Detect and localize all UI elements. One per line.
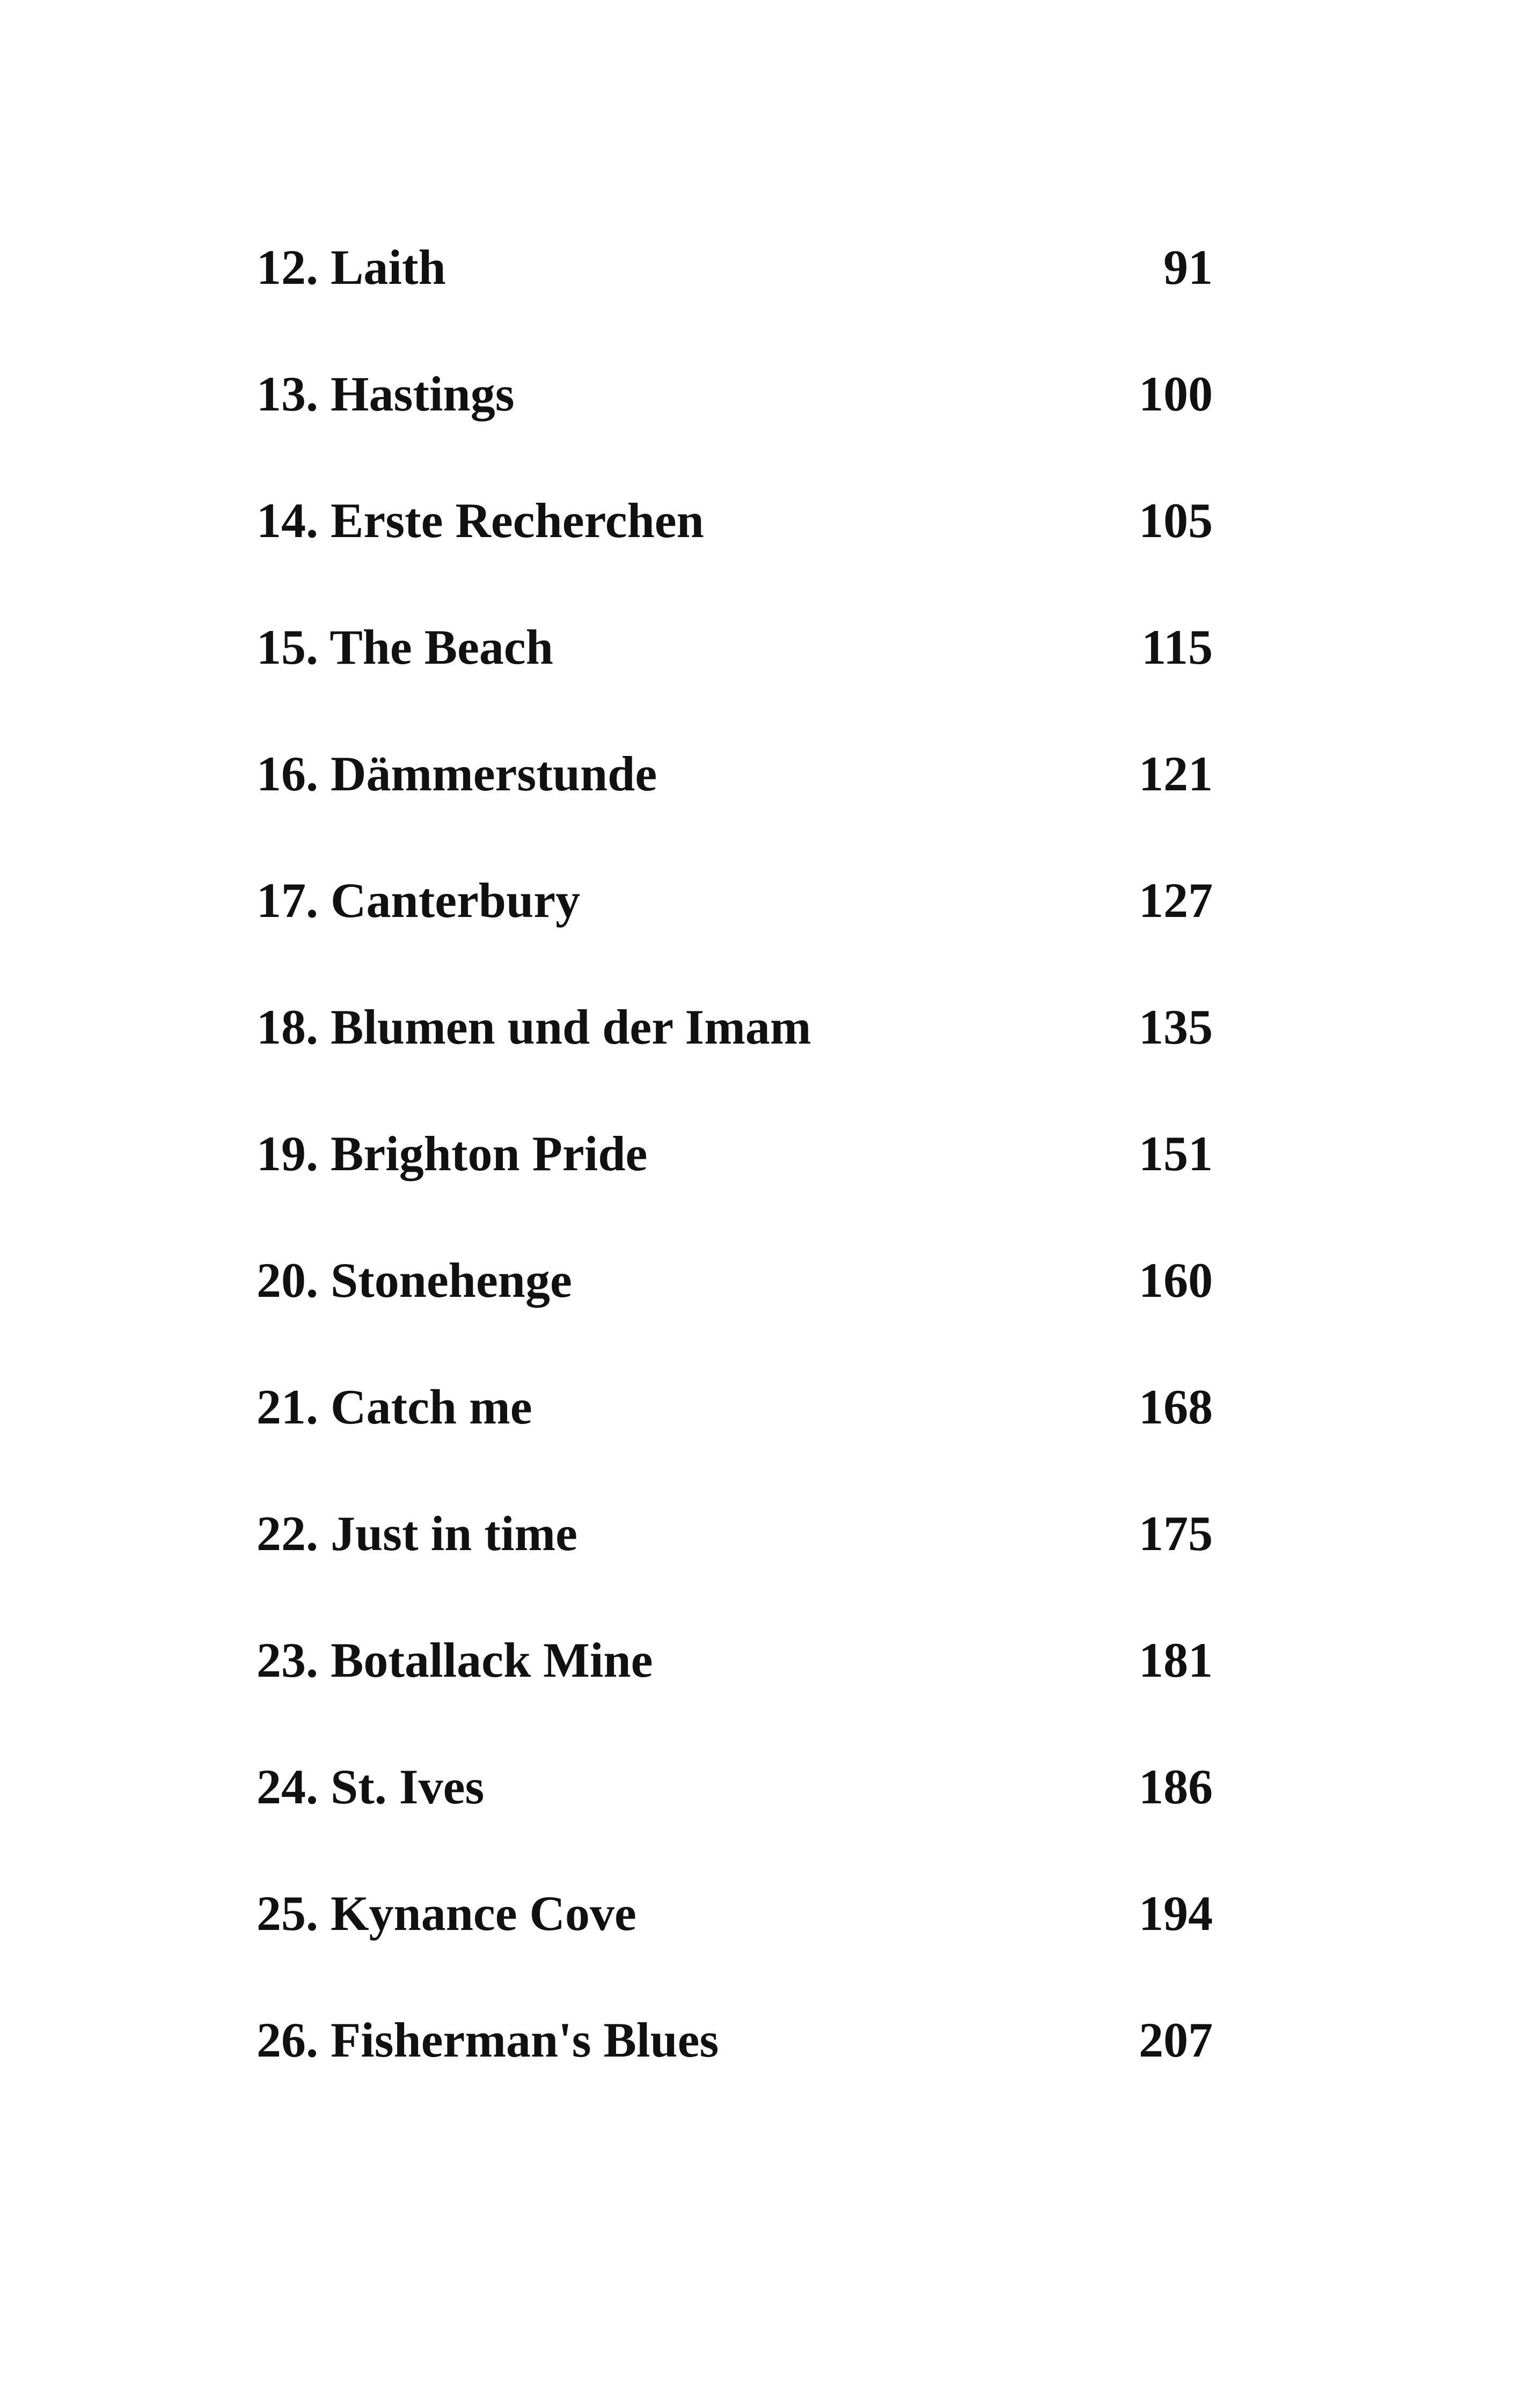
toc-entry bbox=[257, 1248, 1213, 1375]
toc-entry-title: 23. Botallack Mine bbox=[257, 1633, 653, 1687]
toc-entry bbox=[257, 1754, 1213, 1881]
toc-entry-page-number: 186 bbox=[1139, 1759, 1213, 1814]
toc-entry-page-number: 121 bbox=[1139, 746, 1213, 801]
toc-entry-page-number: 181 bbox=[1139, 1633, 1213, 1687]
toc-entry bbox=[257, 868, 1213, 995]
toc-entry-title: 26. Fisherman's Blues bbox=[257, 2013, 719, 2067]
toc-entry bbox=[257, 742, 1213, 868]
toc-entry-title: 12. Laith bbox=[257, 240, 446, 295]
toc-entry-page-number: 175 bbox=[1139, 1506, 1213, 1561]
table-of-contents bbox=[257, 235, 1213, 2134]
toc-entry bbox=[257, 362, 1213, 488]
toc-entry bbox=[257, 1501, 1213, 1628]
toc-entry bbox=[257, 2008, 1213, 2134]
toc-entry-title: 21. Catch me bbox=[257, 1379, 532, 1434]
toc-entry bbox=[257, 1375, 1213, 1501]
toc-entry-title: 19. Brighton Pride bbox=[257, 1126, 648, 1181]
toc-entry bbox=[257, 488, 1213, 615]
toc-entry-title: 15. The Beach bbox=[257, 620, 553, 674]
toc-entry-page-number: 91 bbox=[1163, 240, 1213, 295]
toc-entry-title: 20. Stonehenge bbox=[257, 1253, 572, 1308]
toc-entry-title: 24. St. Ives bbox=[257, 1759, 485, 1814]
toc-entry-page-number: 127 bbox=[1139, 873, 1213, 928]
toc-entry bbox=[257, 1881, 1213, 2008]
toc-entry bbox=[257, 995, 1213, 1121]
toc-entry-title: 14. Erste Recherchen bbox=[257, 493, 704, 548]
toc-entry-page-number: 160 bbox=[1139, 1253, 1213, 1308]
toc-entry bbox=[257, 615, 1213, 742]
toc-entry-title: 17. Canterbury bbox=[257, 873, 581, 928]
toc-entry bbox=[257, 235, 1213, 362]
toc-entry-title: 22. Just in time bbox=[257, 1506, 577, 1561]
toc-entry-page-number: 207 bbox=[1139, 2013, 1213, 2067]
toc-entry-page-number: 100 bbox=[1139, 366, 1213, 421]
toc-entry-title: 25. Kynance Cove bbox=[257, 1886, 636, 1941]
toc-entry-title: 16. Dämmerstunde bbox=[257, 746, 657, 801]
toc-entry-page-number: 194 bbox=[1139, 1886, 1213, 1941]
toc-entry-page-number: 168 bbox=[1139, 1379, 1213, 1434]
toc-entry bbox=[257, 1628, 1213, 1754]
toc-entry-title: 18. Blumen und der Imam bbox=[257, 1000, 811, 1054]
toc-entry-title: 13. Hastings bbox=[257, 366, 515, 421]
toc-entry-page-number: 151 bbox=[1139, 1126, 1213, 1181]
toc-entry bbox=[257, 1121, 1213, 1248]
toc-entry-page-number: 115 bbox=[1141, 620, 1213, 674]
toc-entry-page-number: 135 bbox=[1139, 1000, 1213, 1054]
toc-entry-page-number: 105 bbox=[1139, 493, 1213, 548]
